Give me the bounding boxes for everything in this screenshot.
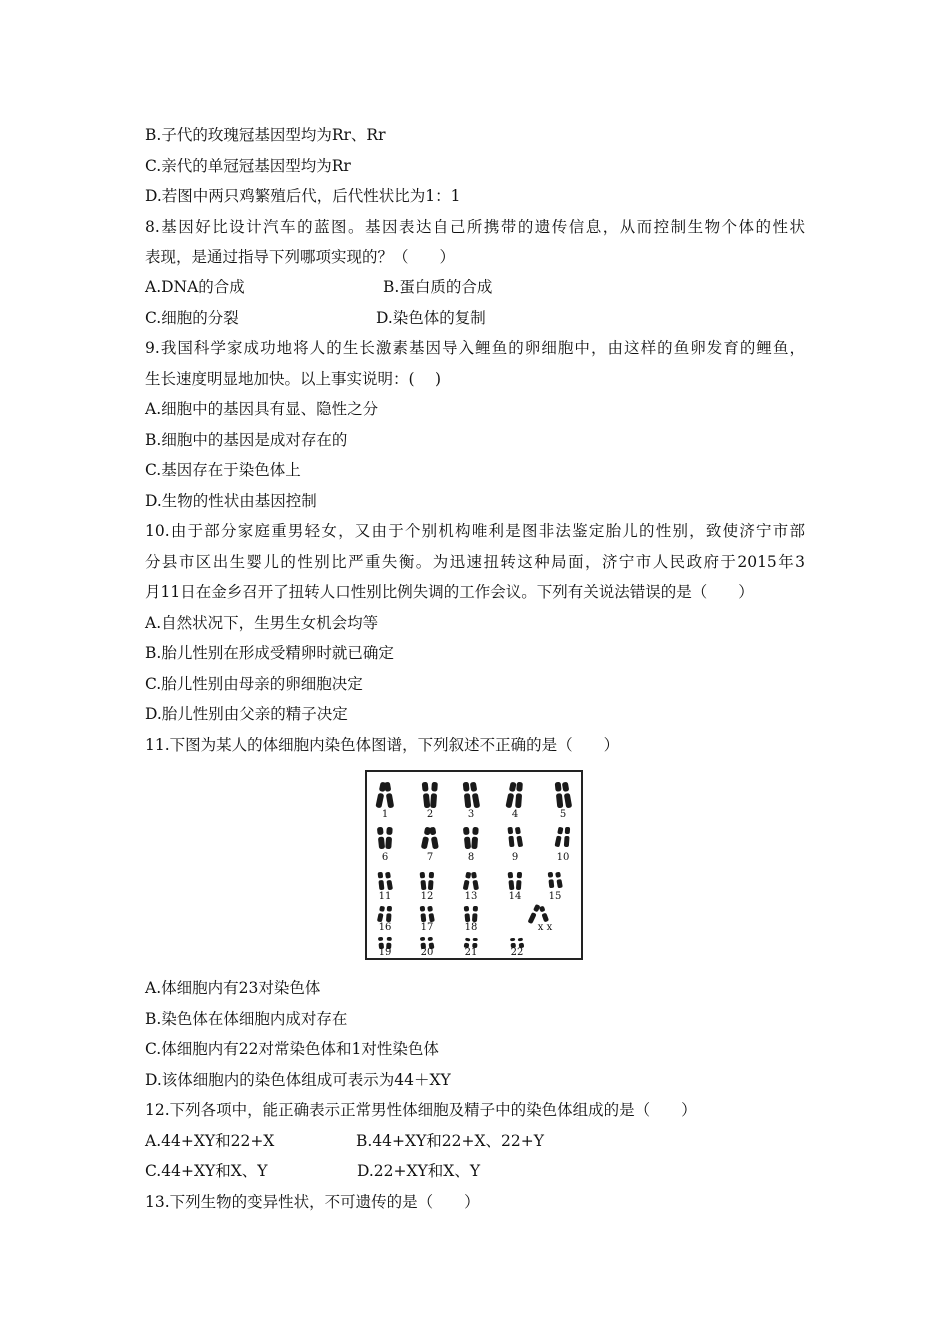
chromosome-mark [515, 782, 523, 808]
karyotype-label: 17 [420, 922, 434, 933]
chromosome-mark [463, 872, 472, 891]
chromosome-mark [422, 782, 431, 808]
q7-option-d: D.若图中两只鸡繁殖后代，后代性状比为1：1 [145, 187, 461, 205]
karyotype-label: 1 [381, 809, 389, 820]
karyotype-label: 15 [548, 891, 562, 902]
karyotype-label: 7 [426, 852, 434, 863]
chromosome-mark [430, 782, 438, 808]
chromosome-mark [384, 782, 394, 809]
q8-option-c: C.细胞的分裂 [145, 309, 239, 327]
chromosome-mark [428, 872, 434, 890]
chromosome-mark [377, 906, 385, 923]
chromosome-mark [471, 872, 479, 891]
q11-option-a: A.体细胞内有23对染色体 [145, 979, 321, 997]
karyotype-label: 13 [464, 891, 478, 902]
karyotype-label: 4 [511, 809, 519, 820]
q10-option-b: B.胎儿性别在形成受精卵时就已确定 [145, 644, 394, 662]
chromosome-mark [377, 827, 385, 850]
q8-option-a: A.DNA的合成 [145, 278, 245, 296]
q12-option-b: B.44+XY和22+X、22+Y [356, 1132, 544, 1150]
karyotype-label: 19 [378, 947, 392, 958]
q10-stem-line-2: 分县市区出生婴儿的性别比严重失衡。为迅速扭转这种局面，济宁市人民政府于2015年3 [145, 553, 805, 571]
q11-option-d: D.该体细胞内的染色体组成可表示为44＋XY [145, 1071, 451, 1089]
q9-option-b: B.细胞中的基因是成对存在的 [145, 431, 348, 449]
karyotype-figure [365, 770, 583, 960]
q10-option-a: A.自然状况下，生男生女机会均等 [145, 614, 379, 632]
karyotype-label: 14 [508, 891, 522, 902]
chromosome-mark [548, 872, 555, 888]
q10-option-c: C.胎儿性别由母亲的卵细胞决定 [145, 675, 363, 693]
chromosome-mark [508, 872, 515, 890]
chromosome-mark [463, 827, 471, 850]
chromosome-mark [470, 782, 480, 809]
q12-stem: 12.下列各项中，能正确表示正常男性体细胞及精子中的染色体组成的是（ ） [145, 1101, 697, 1119]
chromosome-mark [472, 906, 478, 922]
q9-option-c: C.基因存在于染色体上 [145, 461, 301, 479]
q11-stem: 11.下图为某人的体细胞内染色体图谱，下列叙述不正确的是（ ） [145, 736, 620, 754]
chromosome-mark [429, 827, 439, 850]
q10-stem-line-1: 10.由于部分家庭重男轻女，又由于个别机构唯利是图非法鉴定胎儿的性别，致使济宁市部 [145, 522, 805, 540]
karyotype-label: 11 [378, 891, 392, 902]
chromosome-mark [464, 906, 471, 922]
karyotype-label: 16 [378, 922, 392, 933]
chromosome-mark [515, 827, 523, 848]
q7-option-b: B.子代的玫瑰冠基因型均为Rr、Rr [145, 126, 386, 144]
karyotype-label: x x [537, 922, 553, 933]
chromosome-mark [420, 906, 427, 922]
q7-option-c: C.亲代的单冠冠基因型均为Rr [145, 157, 351, 175]
chromosome-mark [385, 827, 393, 849]
karyotype-label: 18 [464, 922, 478, 933]
q9-stem-line-1: 9.我国科学家成功地将人的生长激素基因导入鲤鱼的卵细胞中，由这样的鱼卵发育的鲤鱼， [145, 339, 805, 357]
q9-option-a: A.细胞中的基因具有显、隐性之分 [145, 400, 379, 418]
karyotype-label: 3 [467, 809, 475, 820]
karyotype-label: 5 [559, 809, 567, 820]
chromosome-mark [562, 782, 572, 809]
chromosome-mark [539, 906, 549, 923]
karyotype-label: 20 [420, 947, 434, 958]
karyotype-label: 12 [420, 891, 434, 902]
q9-option-d: D.生物的性状由基因控制 [145, 492, 317, 510]
chromosome-mark [507, 827, 514, 847]
q8-stem-line-1: 8.基因好比设计汽车的蓝图。基因表达自己所携带的遗传信息，从而控制生物个体的性状 [145, 218, 805, 236]
chromosome-mark [420, 872, 427, 890]
q12-option-c: C.44+XY和X、Y [145, 1162, 268, 1180]
chromosome-mark [471, 827, 479, 849]
q12-option-d: D.22+XY和X、Y [357, 1162, 481, 1180]
chromosome-mark [554, 827, 563, 848]
q8-option-b: B.蛋白质的合成 [383, 278, 493, 296]
karyotype-label: 9 [511, 852, 519, 863]
chromosome-mark [385, 872, 393, 891]
chromosome-mark [555, 872, 563, 889]
q11-option-c: C.体细胞内有22对常染色体和1对性染色体 [145, 1040, 439, 1058]
q9-stem-line-2: 生长速度明显地加快。以上事实说明：( ) [145, 370, 442, 388]
chromosome-mark [555, 782, 564, 808]
chromosome-mark [516, 872, 522, 890]
karyotype-label: 21 [464, 947, 478, 958]
chromosome-mark [463, 782, 472, 808]
chromosome-mark [564, 827, 570, 847]
karyotype-label: 6 [381, 852, 389, 863]
karyotype-label: 8 [467, 852, 475, 863]
karyotype-label: 10 [556, 852, 570, 863]
q10-option-d: D.胎儿性别由父亲的精子决定 [145, 705, 348, 723]
chromosome-mark [386, 906, 392, 922]
q8-stem-line-2: 表现，是通过指导下列哪项实现的？（ ） [145, 248, 456, 266]
chromosome-mark [505, 782, 516, 809]
q8-option-d: D.染色体的复制 [376, 309, 486, 327]
q11-option-b: B.染色体在体细胞内成对存在 [145, 1010, 348, 1028]
q10-stem-line-3: 月11日在金乡召开了扭转人口性别比例失调的工作会议。下列有关说法错误的是（ ） [145, 583, 754, 601]
q13-stem: 13.下列生物的变异性状，不可遗传的是（ ） [145, 1193, 480, 1211]
karyotype-label: 22 [510, 947, 524, 958]
karyotype-label: 2 [426, 809, 434, 820]
chromosome-mark [427, 906, 435, 923]
karyotype-chart [367, 772, 581, 958]
q12-option-a: A.44+XY和22+X [145, 1132, 275, 1150]
chromosome-mark [378, 872, 385, 890]
